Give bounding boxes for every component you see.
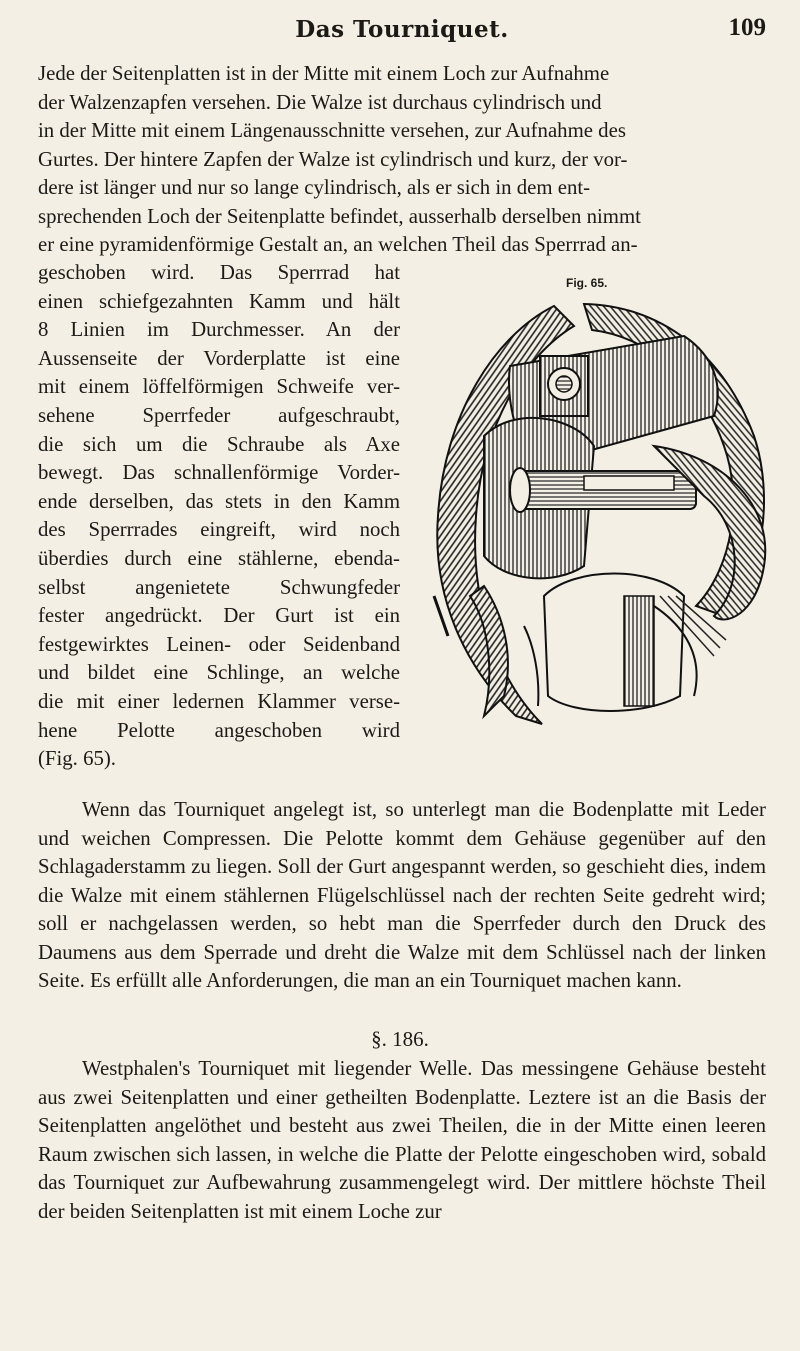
page-number: 109: [728, 14, 766, 41]
section-heading: §. 186.: [371, 1027, 429, 1051]
text-line: des Sperrrades eingreift, wird noch: [38, 518, 400, 542]
figure-label: Fig. 65.: [566, 276, 608, 290]
text-line: hene Pelotte angeschoben wird: [38, 718, 400, 742]
tourniquet-illustration: [424, 296, 784, 736]
text-line: fester angedrückt. Der Gurt ist ein: [38, 604, 400, 628]
text-line: bewegt. Das schnallenförmige Vorder-: [38, 461, 400, 485]
text-line: geschoben wird. Das Sperrrad hat: [38, 261, 400, 284]
text-line: sehene Sperrfeder aufgeschraubt,: [38, 403, 400, 427]
text-line: überdies durch eine stählerne, ebenda-: [38, 546, 400, 570]
text-line: in der Mitte mit einem Längenausschnitte versehen, zur Aufnahme des: [38, 119, 626, 142]
paragraph-1-narrow: [38, 259, 400, 774]
text-line: der Walzenzapfen versehen. Die Walze ist durchaus cylindrisch und: [38, 90, 602, 114]
text-line: ende derselben, das stets in den Kamm: [38, 489, 400, 513]
text-line: und bildet eine Schlinge, an welche: [38, 661, 400, 685]
text-line: die sich um die Schraube als Axe: [38, 432, 400, 456]
running-title: Das Tourniquet.: [295, 16, 509, 43]
paragraph-2: Wenn das Tourniquet angelegt ist, so unterlegt man die Bodenplatte mit Leder und weichen Compressen. Die Pelotte kommt dem Gehäuse gegenüber auf den Schlagaderstamm zu liegen. Soll der Gurt angespannt werden, so geschieht dies, indem die Walze mit einem stählernen Flügelschlüssel nach der rechten Seite gedreht wird; soll er nachgelassen werden, so hebt man die Sperrfeder durch den Druck des Daumens aus dem Sperrade und dreht die Walze mit dem Schlüssel nach der linken Seite. Es erfüllt alle Anforderungen, die man an ein Tourniquet machen kann.: [38, 798, 766, 992]
text-line: (Fig. 65).: [38, 747, 116, 771]
text-line: mit einem löffelförmigen Schweife ver-: [38, 375, 400, 399]
text-line: einen schiefgezahnten Kamm und hält: [38, 289, 400, 313]
text-line: sprechenden Loch der Seitenplatte befindet, ausserhalb derselben nimmt: [38, 204, 641, 228]
text-line: Jede der Seitenplatten ist in der Mitte mit einem Loch zur Aufnahme: [38, 62, 610, 85]
text-line: die mit einer ledernen Klammer verse-: [38, 689, 400, 713]
text-line: 8 Linien im Durchmesser. An der: [38, 318, 400, 342]
paragraph-1-full: [38, 60, 766, 260]
text-line: Gurtes. Der hintere Zapfen der Walze ist cylindrisch und kurz, der vor-: [38, 147, 628, 171]
paragraph-3: [38, 1055, 766, 1226]
text-line: festgewirktes Leinen- oder Seidenband: [38, 632, 400, 656]
text-line: selbst angenietete Schwungfeder: [38, 575, 400, 599]
text-line: Aussenseite der Vorderplatte ist eine: [38, 346, 400, 370]
text-line: dere ist länger und nur so lange cylindrisch, als er sich in dem ent-: [38, 176, 591, 199]
paragraph-3-text: Westphalen's Tourniquet mit liegender Welle. Das messingene Gehäuse besteht aus zwei Seitenplatten und einer getheilten Bodenplatte. Leztere ist an die Basis der Seitenplatten angelöthet und besteht aus zwei Theilen, die in der Mitte einen leeren Raum zwischen sich lassen, in welche die Platte der Pelotte eingeschoben wird, sobald das Tourniquet zur Aufbewahrung zusammengelegt wird. Der mittlere höchste Theil der beiden Seitenplatten ist mit einem Loche zur: [38, 1057, 766, 1223]
running-header: [38, 10, 766, 44]
text-line: er eine pyramidenförmige Gestalt an, an welchen Theil das Sperrrad an-: [38, 233, 638, 256]
